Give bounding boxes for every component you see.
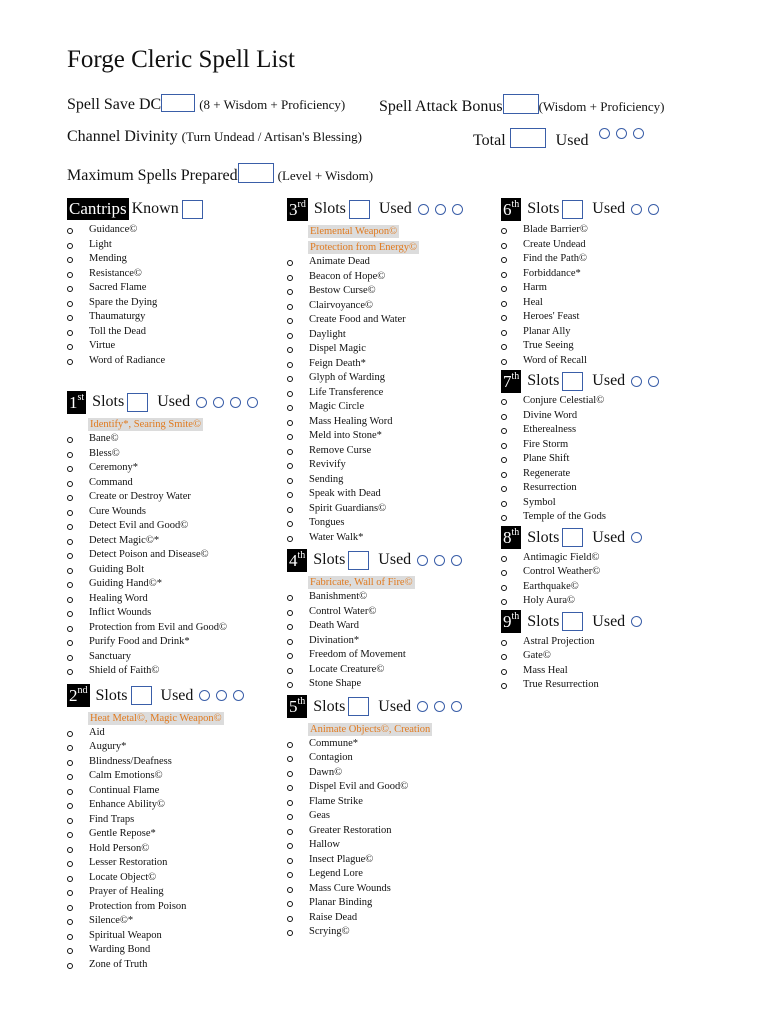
level-8-header <box>501 525 711 551</box>
level-1-header <box>67 389 277 415</box>
used-circle[interactable] <box>631 376 642 387</box>
spell-item: Legend Lore <box>287 867 497 882</box>
spell-item: Silence©* <box>67 914 277 929</box>
spell-item: Dawn© <box>287 766 497 781</box>
used-circle[interactable] <box>599 128 610 139</box>
spell-item: Toll the Dead <box>67 325 277 340</box>
level-3-domain-spell: Elemental Weapon© <box>310 226 398 237</box>
spell-item: Word of Radiance <box>67 354 277 369</box>
spell-item: Find the Path© <box>501 252 711 267</box>
max-prepared-note: (Level + Wisdom) <box>277 168 374 183</box>
used-circle[interactable] <box>418 204 429 215</box>
used-label: Used <box>378 551 412 568</box>
column-1 <box>67 196 277 972</box>
spell-item: Inflict Wounds <box>67 606 277 621</box>
spell-item: Blindness/Deafness <box>67 755 277 770</box>
spell-attack-field[interactable] <box>503 94 539 114</box>
slots-label: Slots <box>313 551 346 568</box>
spell-item: Animate Dead <box>287 255 497 270</box>
spell-item: Holy Aura© <box>501 594 711 609</box>
spell-item: Divine Word <box>501 409 711 424</box>
used-circle[interactable] <box>631 204 642 215</box>
spell-item: Detect Magic©* <box>67 534 277 549</box>
spell-item: Commune* <box>287 737 497 752</box>
spell-item: Hold Person© <box>67 842 277 857</box>
level-1-domain-spells: Identify*, Searing Smite© <box>90 419 201 430</box>
spell-item: Lesser Restoration <box>67 856 277 871</box>
spell-item: Shield of Faith© <box>67 664 277 679</box>
used-circle[interactable] <box>648 204 659 215</box>
spell-item: Greater Restoration <box>287 824 497 839</box>
spell-item: Planar Ally <box>501 325 711 340</box>
level-4-badge: 4th <box>289 549 306 570</box>
used-circle[interactable] <box>247 397 258 408</box>
spell-item: True Resurrection <box>501 678 711 693</box>
spell-item: Spare the Dying <box>67 296 277 311</box>
channel-divinity-total-row <box>473 128 644 150</box>
used-label: Used <box>378 697 412 715</box>
used-circle[interactable] <box>233 690 244 701</box>
spell-item: Geas <box>287 809 497 824</box>
level-6-spell-list <box>501 223 711 368</box>
level-2-slots-field[interactable] <box>131 686 152 705</box>
used-circle[interactable] <box>417 555 428 566</box>
used-label: Used <box>378 200 412 217</box>
spell-item: Glyph of Warding <box>287 371 497 386</box>
used-label: Used <box>160 686 194 704</box>
level-8-badge: 8th <box>503 527 520 547</box>
spell-item: Guiding Bolt <box>67 563 277 578</box>
level-4-slots-field[interactable] <box>348 551 369 570</box>
spell-item: Remove Curse <box>287 444 497 459</box>
spell-item: Hallow <box>287 838 497 853</box>
spell-item: Locate Object© <box>67 871 277 886</box>
level-1-spell-list <box>67 432 277 679</box>
used-circle[interactable] <box>199 690 210 701</box>
spell-item: Raise Dead <box>287 911 497 926</box>
used-circle[interactable] <box>213 397 224 408</box>
spell-item: Find Traps <box>67 813 277 828</box>
spell-item: Sacred Flame <box>67 281 277 296</box>
spell-item: Scrying© <box>287 925 497 940</box>
slots-label: Slots <box>313 697 346 715</box>
spell-item: Sending <box>287 473 497 488</box>
spell-item: Zone of Truth <box>67 958 277 973</box>
spell-save-dc-label: Spell Save DC <box>67 96 162 113</box>
level-5-domain-spells: Animate Objects©, Creation <box>310 723 431 735</box>
level-5-badge: 5th <box>289 696 306 716</box>
cantrips-known-field[interactable] <box>182 200 203 219</box>
page-title: Forge Cleric Spell List <box>67 46 295 73</box>
level-2-header <box>67 683 277 709</box>
spell-item: Tongues <box>287 516 497 531</box>
spell-item: Planar Binding <box>287 896 497 911</box>
used-circle[interactable] <box>452 204 463 215</box>
spell-item: Dispel Magic <box>287 342 497 357</box>
spell-attack-note: (Wisdom + Proficiency) <box>538 99 665 114</box>
spell-save-row <box>67 94 345 114</box>
spell-item: Control Water© <box>287 605 497 620</box>
spell-item: Virtue <box>67 339 277 354</box>
level-6-slots-field[interactable] <box>562 200 583 219</box>
spell-item: Bane© <box>67 432 277 447</box>
used-circle[interactable] <box>616 128 627 139</box>
level-4-header <box>287 547 497 573</box>
max-prepared-field[interactable] <box>238 163 274 183</box>
used-circle[interactable] <box>648 376 659 387</box>
spell-item: Banishment© <box>287 590 497 605</box>
column-2 <box>287 196 497 940</box>
spell-item: Aid <box>67 726 277 741</box>
spell-item: Dispel Evil and Good© <box>287 780 497 795</box>
spell-item: Fire Storm <box>501 438 711 453</box>
level-8-spell-list <box>501 551 711 609</box>
spell-item: Contagion <box>287 751 497 766</box>
spell-item: Temple of the Gods <box>501 510 711 525</box>
level-9-slots-field[interactable] <box>562 612 583 631</box>
spell-item: Create Undead <box>501 238 711 253</box>
level-6-header <box>501 196 711 222</box>
slots-label: Slots <box>527 612 560 630</box>
spell-item: Symbol <box>501 496 711 511</box>
spell-item: Harm <box>501 281 711 296</box>
level-6-badge: 6th <box>503 198 520 219</box>
level-3-spell-list <box>287 255 497 545</box>
level-9-spell-list <box>501 635 711 693</box>
used-circle[interactable] <box>434 555 445 566</box>
spell-item: Protection from Poison <box>67 900 277 915</box>
level-7-badge: 7th <box>503 370 520 391</box>
used-circle[interactable] <box>633 128 644 139</box>
used-label: Used <box>157 393 191 410</box>
level-3-badge: 3rd <box>289 198 306 219</box>
spell-item: Healing Word <box>67 592 277 607</box>
level-3-header <box>287 196 497 222</box>
spell-item: Earthquake© <box>501 580 711 595</box>
spell-item: Augury* <box>67 740 277 755</box>
spell-item: Locate Creature© <box>287 663 497 678</box>
spell-item: Spirit Guardians© <box>287 502 497 517</box>
spell-item: Water Walk* <box>287 531 497 546</box>
spell-item: Purify Food and Drink* <box>67 635 277 650</box>
spell-item: Protection from Evil and Good© <box>67 621 277 636</box>
slots-label: Slots <box>527 528 560 546</box>
level-9-header <box>501 609 711 635</box>
known-label: Known <box>131 200 179 217</box>
spell-attack-label: Spell Attack Bonus <box>379 98 503 115</box>
spell-item: Calm Emotions© <box>67 769 277 784</box>
spell-item: Continual Flame <box>67 784 277 799</box>
spell-item: Feign Death* <box>287 357 497 372</box>
spell-item: Create or Destroy Water <box>67 490 277 505</box>
spell-item: Divination* <box>287 634 497 649</box>
cantrips-label: Cantrips <box>69 199 127 218</box>
max-prepared-label: Maximum Spells Prepared <box>67 167 238 184</box>
spell-item: Ceremony* <box>67 461 277 476</box>
spell-item: Spiritual Weapon <box>67 929 277 944</box>
channel-divinity-label: Channel Divinity <box>67 128 178 145</box>
channel-divinity-note: (Turn Undead / Artisan's Blessing) <box>181 129 362 144</box>
spell-save-dc-note: (8 + Wisdom + Proficiency) <box>199 97 346 112</box>
used-circle[interactable] <box>216 690 227 701</box>
used-circle[interactable] <box>631 616 642 627</box>
spell-item: Mending <box>67 252 277 267</box>
spell-item: Guidance© <box>67 223 277 238</box>
spell-item: Antimagic Field© <box>501 551 711 566</box>
spell-item: Death Ward <box>287 619 497 634</box>
spell-item: Regenerate <box>501 467 711 482</box>
spell-item: Plane Shift <box>501 452 711 467</box>
total-label: Total <box>473 132 506 149</box>
spell-attack-row <box>379 94 665 116</box>
spell-item: Detect Poison and Disease© <box>67 548 277 563</box>
spell-item: Blade Barrier© <box>501 223 711 238</box>
spell-item: Daylight <box>287 328 497 343</box>
spell-item: Resistance© <box>67 267 277 282</box>
spell-item: Revivify <box>287 458 497 473</box>
spell-item: Gentle Repose* <box>67 827 277 842</box>
used-circle[interactable] <box>451 555 462 566</box>
spell-item: Beacon of Hope© <box>287 270 497 285</box>
spell-item: Prayer of Healing <box>67 885 277 900</box>
used-label: Used <box>592 200 626 217</box>
slots-label: Slots <box>313 200 346 217</box>
used-label: Used <box>592 612 626 630</box>
slots-label: Slots <box>527 200 560 217</box>
spell-item: Warding Bond <box>67 943 277 958</box>
total-field[interactable] <box>510 128 546 148</box>
used-circle[interactable] <box>435 204 446 215</box>
spell-item: Flame Strike <box>287 795 497 810</box>
used-label: Used <box>592 528 626 546</box>
spell-item: Heal <box>501 296 711 311</box>
spell-item: Cure Wounds <box>67 505 277 520</box>
spell-item: Etherealness <box>501 423 711 438</box>
spell-item: Mass Healing Word <box>287 415 497 430</box>
spell-item: Speak with Dead <box>287 487 497 502</box>
used-label: Used <box>592 372 626 389</box>
level-1-badge: 1st <box>69 391 85 412</box>
level-3-domain-spell: Protection from Energy© <box>310 242 417 253</box>
level-2-domain-spells: Heat Metal©, Magic Weapon© <box>90 712 222 724</box>
used-circle[interactable] <box>417 701 428 712</box>
spell-item: Life Transference <box>287 386 497 401</box>
channel-divinity-row <box>67 128 362 146</box>
level-2-badge: 2nd <box>69 685 88 705</box>
spell-item: Control Weather© <box>501 565 711 580</box>
level-5-header <box>287 694 497 720</box>
spell-item: Mass Heal <box>501 664 711 679</box>
spell-item: Clairvoyance© <box>287 299 497 314</box>
spell-item: Create Food and Water <box>287 313 497 328</box>
max-prepared-row <box>67 163 373 185</box>
level-3-slots-field[interactable] <box>349 200 370 219</box>
spell-item: Astral Projection <box>501 635 711 650</box>
spell-item: True Seeing <box>501 339 711 354</box>
level-8-slots-field[interactable] <box>562 528 583 547</box>
spell-item: Resurrection <box>501 481 711 496</box>
level-7-spell-list <box>501 394 711 525</box>
spell-item: Bestow Curse© <box>287 284 497 299</box>
spell-item: Gate© <box>501 649 711 664</box>
level-5-slots-field[interactable] <box>348 697 369 716</box>
spell-item: Stone Shape <box>287 677 497 692</box>
spell-item: Guiding Hand©* <box>67 577 277 592</box>
level-7-header <box>501 368 711 394</box>
spell-item: Thaumaturgy <box>67 310 277 325</box>
spell-item: Detect Evil and Good© <box>67 519 277 534</box>
cantrips-header <box>67 196 277 222</box>
level-7-slots-field[interactable] <box>562 372 583 391</box>
spell-item: Heroes' Feast <box>501 310 711 325</box>
used-circle[interactable] <box>451 701 462 712</box>
level-5-spell-list <box>287 737 497 940</box>
level-4-spell-list <box>287 590 497 692</box>
spell-item: Sanctuary <box>67 650 277 665</box>
level-1-slots-field[interactable] <box>127 393 148 412</box>
spell-item: Bless© <box>67 447 277 462</box>
cantrips-list <box>67 223 277 368</box>
level-2-spell-list <box>67 726 277 973</box>
used-label: Used <box>555 132 589 149</box>
spell-save-dc-field[interactable] <box>161 94 195 112</box>
slots-label: Slots <box>95 686 128 704</box>
spell-item: Freedom of Movement <box>287 648 497 663</box>
spell-item: Enhance Ability© <box>67 798 277 813</box>
used-circle[interactable] <box>434 701 445 712</box>
level-9-badge: 9th <box>503 611 520 631</box>
column-3 <box>501 196 711 693</box>
level-4-domain-spells: Fabricate, Wall of Fire© <box>310 577 413 588</box>
slots-label: Slots <box>527 372 560 389</box>
used-circle[interactable] <box>196 397 207 408</box>
spell-item: Command <box>67 476 277 491</box>
spell-item: Insect Plague© <box>287 853 497 868</box>
spell-item: Conjure Celestial© <box>501 394 711 409</box>
spell-item: Mass Cure Wounds <box>287 882 497 897</box>
spell-item: Light <box>67 238 277 253</box>
spell-item: Word of Recall <box>501 354 711 369</box>
spell-item: Forbiddance* <box>501 267 711 282</box>
used-circle[interactable] <box>631 532 642 543</box>
spell-item: Meld into Stone* <box>287 429 497 444</box>
used-circle[interactable] <box>230 397 241 408</box>
spell-item: Magic Circle <box>287 400 497 415</box>
slots-label: Slots <box>92 393 125 410</box>
